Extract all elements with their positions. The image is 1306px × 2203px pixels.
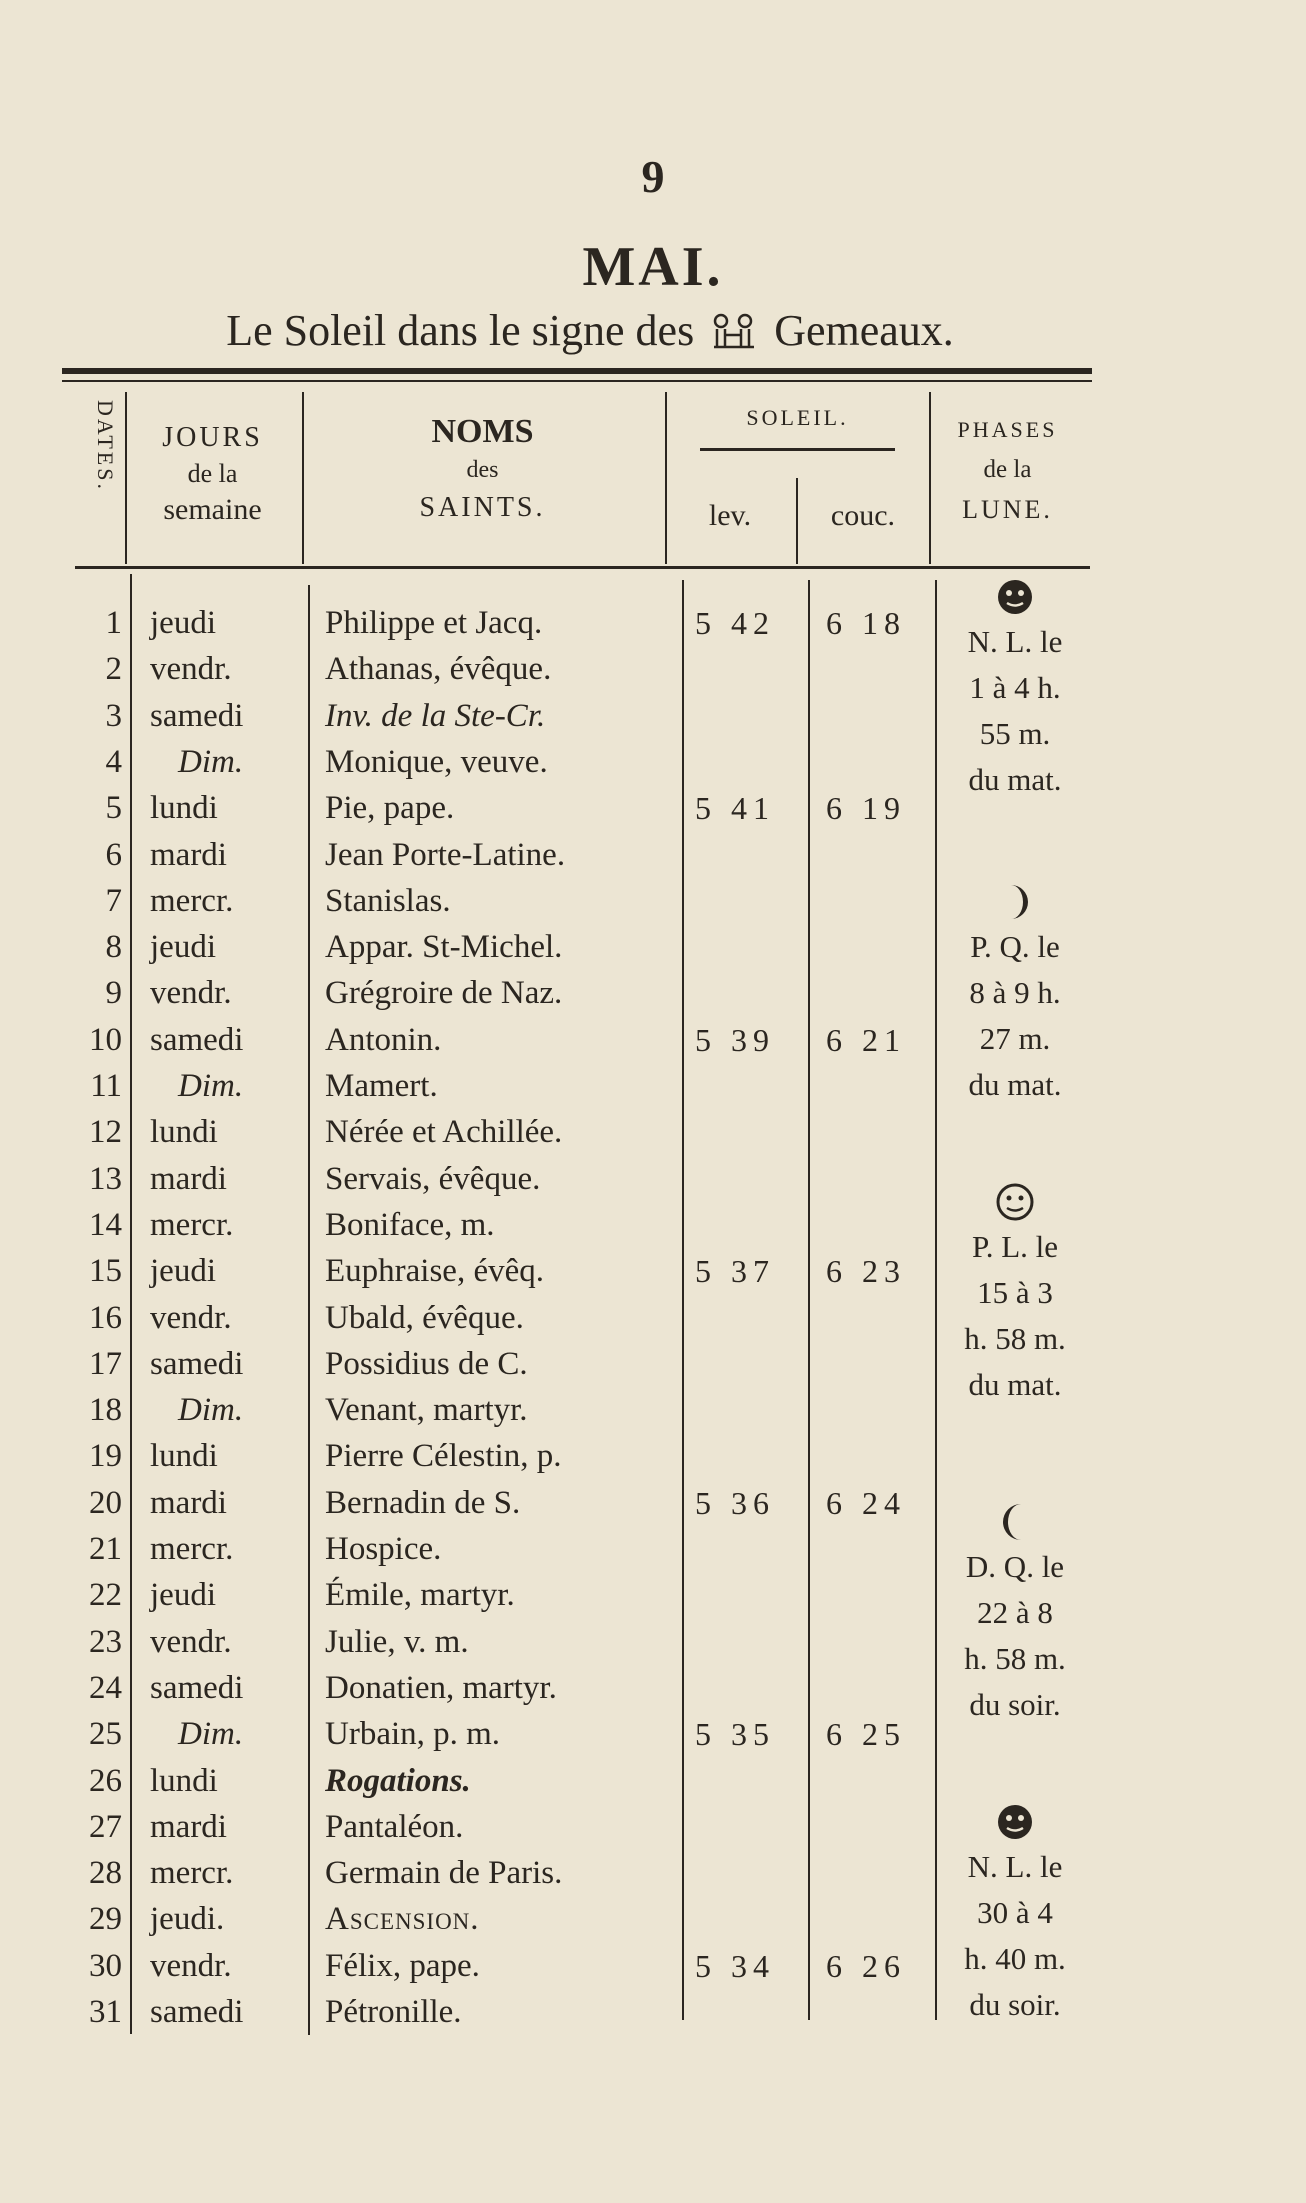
moon-phase-line: D. Q. le xyxy=(965,1549,1065,1584)
saint-cell: Appar. St-Michel. xyxy=(325,929,563,965)
moon-phase-entry xyxy=(940,880,1090,1108)
weekday-cell: vendr. xyxy=(150,1948,232,1984)
saints-header-line2: des xyxy=(466,457,499,483)
saint-cell: Ascension. xyxy=(325,1901,480,1937)
saint-cell: Pie, pape. xyxy=(325,790,455,826)
new-moon-icon xyxy=(993,1800,1037,1844)
phases-header-line3: LUNE. xyxy=(962,495,1053,524)
sunrise-cell: 5 41 xyxy=(695,790,775,826)
moon-phase-line: P. Q. le xyxy=(970,929,1060,964)
gemini-sign-icon xyxy=(711,311,757,351)
weekday-cell: samedi xyxy=(150,1994,244,2030)
saint-cell: Euphraise, évêq. xyxy=(325,1253,544,1289)
weekday-cell: vendr. xyxy=(150,1624,232,1660)
header-divider-5 xyxy=(929,392,931,564)
month-title: MAI. xyxy=(582,236,724,298)
weekday-cell: lundi xyxy=(150,1763,218,1799)
days-header-line2: de la xyxy=(187,459,238,488)
weekday-cell: lundi xyxy=(150,790,218,826)
weekday-cell: mardi xyxy=(150,1809,227,1845)
saint-cell: Germain de Paris. xyxy=(325,1855,563,1891)
sunrise-cell: 5 39 xyxy=(695,1022,775,1058)
saint-cell: Servais, évêque. xyxy=(325,1161,541,1197)
moon-phase-line: 27 m. xyxy=(979,1021,1051,1056)
date-cell: 24 xyxy=(89,1670,122,1706)
sunrise-cell: 5 37 xyxy=(695,1253,775,1289)
saints-header-line3: SAINTS. xyxy=(419,492,546,523)
weekday-cell: Dim. xyxy=(178,1392,244,1428)
date-cell: 26 xyxy=(89,1763,122,1799)
moon-phase-line: 8 à 9 h. xyxy=(969,975,1061,1010)
moon-phase-line: h. 58 m. xyxy=(964,1641,1066,1676)
sunrise-cell: 5 35 xyxy=(695,1716,775,1752)
moon-phase-line: 15 à 3 xyxy=(977,1275,1053,1310)
weekday-cell: vendr. xyxy=(150,651,232,687)
weekday-cell: mercr. xyxy=(150,1207,234,1243)
weekday-cell: mercr. xyxy=(150,883,234,919)
days-header-line1: JOURS xyxy=(162,422,263,453)
body-divider-3 xyxy=(682,580,684,2020)
phases-column-header xyxy=(930,410,1085,530)
sunrise-cell: 5 34 xyxy=(695,1948,775,1984)
header-bottom-rule xyxy=(75,566,1090,569)
days-column-header xyxy=(125,418,300,530)
saint-cell: Monique, veuve. xyxy=(325,744,548,780)
weekday-cell: mardi xyxy=(150,837,227,873)
weekday-cell: jeudi. xyxy=(150,1901,225,1937)
date-cell: 31 xyxy=(89,1994,122,2030)
sunset-cell: 6 21 xyxy=(826,1022,906,1058)
weekday-cell: vendr. xyxy=(150,1300,232,1336)
weekday-cell: jeudi xyxy=(150,929,216,965)
saint-cell: Venant, martyr. xyxy=(325,1392,528,1428)
date-cell: 18 xyxy=(89,1392,122,1428)
sunset-cell: 6 24 xyxy=(826,1485,906,1521)
saint-cell: Donatien, martyr. xyxy=(325,1670,557,1706)
saint-cell: Pierre Célestin, p. xyxy=(325,1438,562,1474)
sunset-cell: 6 26 xyxy=(826,1948,906,1984)
moon-phase-line: 30 à 4 xyxy=(977,1895,1053,1930)
date-cell: 17 xyxy=(89,1346,122,1382)
weekday-cell: jeudi xyxy=(150,1577,216,1613)
date-cell: 5 xyxy=(105,790,122,826)
weekday-cell: jeudi xyxy=(150,605,216,641)
subtitle-before: Le Soleil dans le signe des xyxy=(226,306,695,355)
header-divider-2 xyxy=(302,392,304,564)
moon-phase-line: du soir. xyxy=(969,1987,1061,2022)
date-cell: 14 xyxy=(89,1207,122,1243)
date-cell: 7 xyxy=(105,883,122,919)
saints-column-header xyxy=(300,412,665,528)
saint-cell: Rogations. xyxy=(325,1763,471,1799)
saint-cell: Mamert. xyxy=(325,1068,438,1104)
moon-phase-line: P. L. le xyxy=(971,1229,1059,1264)
moon-phase-entry xyxy=(940,1180,1090,1408)
last-quarter-icon xyxy=(993,1500,1037,1544)
saint-cell: Urbain, p. m. xyxy=(325,1716,501,1752)
body-divider-5 xyxy=(935,580,937,2020)
date-cell: 20 xyxy=(89,1485,122,1521)
date-cell: 23 xyxy=(89,1624,122,1660)
weekday-cell: Dim. xyxy=(178,1068,244,1104)
full-moon-icon xyxy=(993,1180,1037,1224)
sunset-cell: 6 23 xyxy=(826,1253,906,1289)
sunrise-cell: 5 36 xyxy=(695,1485,775,1521)
moon-phase-line: 22 à 8 xyxy=(977,1595,1053,1630)
sun-column-header: SOLEIL. xyxy=(746,405,849,430)
top-rule-thick xyxy=(62,368,1092,374)
saint-cell: Boniface, m. xyxy=(325,1207,495,1243)
date-cell: 30 xyxy=(89,1948,122,1984)
days-header-line3: semaine xyxy=(163,493,262,526)
moon-phase-line: du mat. xyxy=(968,762,1062,797)
sunrise-header: lev. xyxy=(708,499,752,532)
moon-phase-entry xyxy=(940,1500,1090,1728)
moon-phase-line: h. 58 m. xyxy=(964,1321,1066,1356)
saint-cell: Julie, v. m. xyxy=(325,1624,469,1660)
header-divider-1 xyxy=(125,392,127,564)
top-rule-thin xyxy=(62,380,1092,382)
moon-phase-line: 1 à 4 h. xyxy=(969,670,1061,705)
weekday-cell: vendr. xyxy=(150,975,232,1011)
sunset-cell: 6 18 xyxy=(826,605,906,641)
weekday-cell: mercr. xyxy=(150,1531,234,1567)
date-cell: 27 xyxy=(89,1809,122,1845)
moon-phase-line: du mat. xyxy=(968,1067,1062,1102)
date-cell: 19 xyxy=(89,1438,122,1474)
weekday-cell: mercr. xyxy=(150,1855,234,1891)
date-cell: 12 xyxy=(89,1114,122,1150)
weekday-cell: lundi xyxy=(150,1114,218,1150)
weekday-cell: lundi xyxy=(150,1438,218,1474)
weekday-cell: mardi xyxy=(150,1485,227,1521)
moon-phase-line: N. L. le xyxy=(967,1849,1063,1884)
date-cell: 16 xyxy=(89,1300,122,1336)
new-moon-icon xyxy=(993,575,1037,619)
date-cell: 6 xyxy=(105,837,122,873)
moon-phase-entry xyxy=(940,575,1090,803)
page-number: 9 xyxy=(641,151,665,202)
saint-cell: Antonin. xyxy=(325,1022,442,1058)
header-divider-4 xyxy=(796,478,798,564)
date-cell: 21 xyxy=(89,1531,122,1567)
weekday-cell: samedi xyxy=(150,1022,244,1058)
saint-cell: Grégroire de Naz. xyxy=(325,975,563,1011)
moon-phase-line: N. L. le xyxy=(967,624,1063,659)
saint-cell: Émile, martyr. xyxy=(325,1577,515,1613)
weekday-cell: samedi xyxy=(150,698,244,734)
date-cell: 3 xyxy=(105,698,122,734)
sunrise-cell: 5 42 xyxy=(695,605,775,641)
saint-cell: Bernadin de S. xyxy=(325,1485,521,1521)
date-cell: 4 xyxy=(105,744,122,780)
moon-phase-line: 55 m. xyxy=(979,716,1051,751)
body-divider-1 xyxy=(130,574,132,2034)
weekday-cell: Dim. xyxy=(178,744,244,780)
body-divider-4 xyxy=(808,580,810,2020)
weekday-cell: samedi xyxy=(150,1670,244,1706)
date-cell: 13 xyxy=(89,1161,122,1197)
saint-cell: Stanislas. xyxy=(325,883,451,919)
date-cell: 10 xyxy=(89,1022,122,1058)
body-divider-2 xyxy=(308,585,310,2035)
subtitle-after: Gemeaux. xyxy=(774,306,954,355)
date-cell: 15 xyxy=(89,1253,122,1289)
date-cell: 8 xyxy=(105,929,122,965)
first-quarter-icon xyxy=(993,880,1037,924)
date-cell: 9 xyxy=(105,975,122,1011)
phases-header-line2: de la xyxy=(983,456,1032,483)
date-cell: 1 xyxy=(105,605,122,641)
header-divider-3 xyxy=(665,392,667,564)
moon-phase-line: du mat. xyxy=(968,1367,1062,1402)
saint-cell: Hospice. xyxy=(325,1531,442,1567)
phases-header-line1: PHASES xyxy=(957,417,1058,442)
sunset-cell: 6 19 xyxy=(826,790,906,826)
weekday-cell: Dim. xyxy=(178,1716,244,1752)
saint-cell: Félix, pape. xyxy=(325,1948,480,1984)
saint-cell: Athanas, évêque. xyxy=(325,651,552,687)
sunset-header: couc. xyxy=(830,499,896,532)
date-cell: 25 xyxy=(89,1716,122,1752)
saint-cell: Philippe et Jacq. xyxy=(325,605,543,641)
date-cell: 29 xyxy=(89,1901,122,1937)
saint-cell: Pantaléon. xyxy=(325,1809,464,1845)
weekday-cell: jeudi xyxy=(150,1253,216,1289)
saints-header-line1: NOMS xyxy=(431,413,534,450)
saint-cell: Nérée et Achillée. xyxy=(325,1114,563,1150)
moon-phase-line: du soir. xyxy=(969,1687,1061,1722)
saint-cell: Jean Porte-Latine. xyxy=(325,837,566,873)
sunset-cell: 6 25 xyxy=(826,1716,906,1752)
moon-phase-entry xyxy=(940,1800,1090,2028)
saint-cell: Pétronille. xyxy=(325,1994,462,2030)
saint-cell: Inv. de la Ste-Cr. xyxy=(325,698,546,734)
moon-phase-line: h. 40 m. xyxy=(964,1941,1066,1976)
saint-cell: Ubald, évêque. xyxy=(325,1300,524,1336)
sun-header-rule xyxy=(700,448,895,451)
date-cell: 28 xyxy=(89,1855,122,1891)
date-cell: 11 xyxy=(90,1068,122,1104)
weekday-cell: mardi xyxy=(150,1161,227,1197)
saint-cell: Possidius de C. xyxy=(325,1346,528,1382)
date-cell: 22 xyxy=(89,1577,122,1613)
dates-column-header: DATES. xyxy=(93,400,118,492)
subtitle xyxy=(110,305,1070,356)
date-cell: 2 xyxy=(105,651,122,687)
weekday-cell: samedi xyxy=(150,1346,244,1382)
